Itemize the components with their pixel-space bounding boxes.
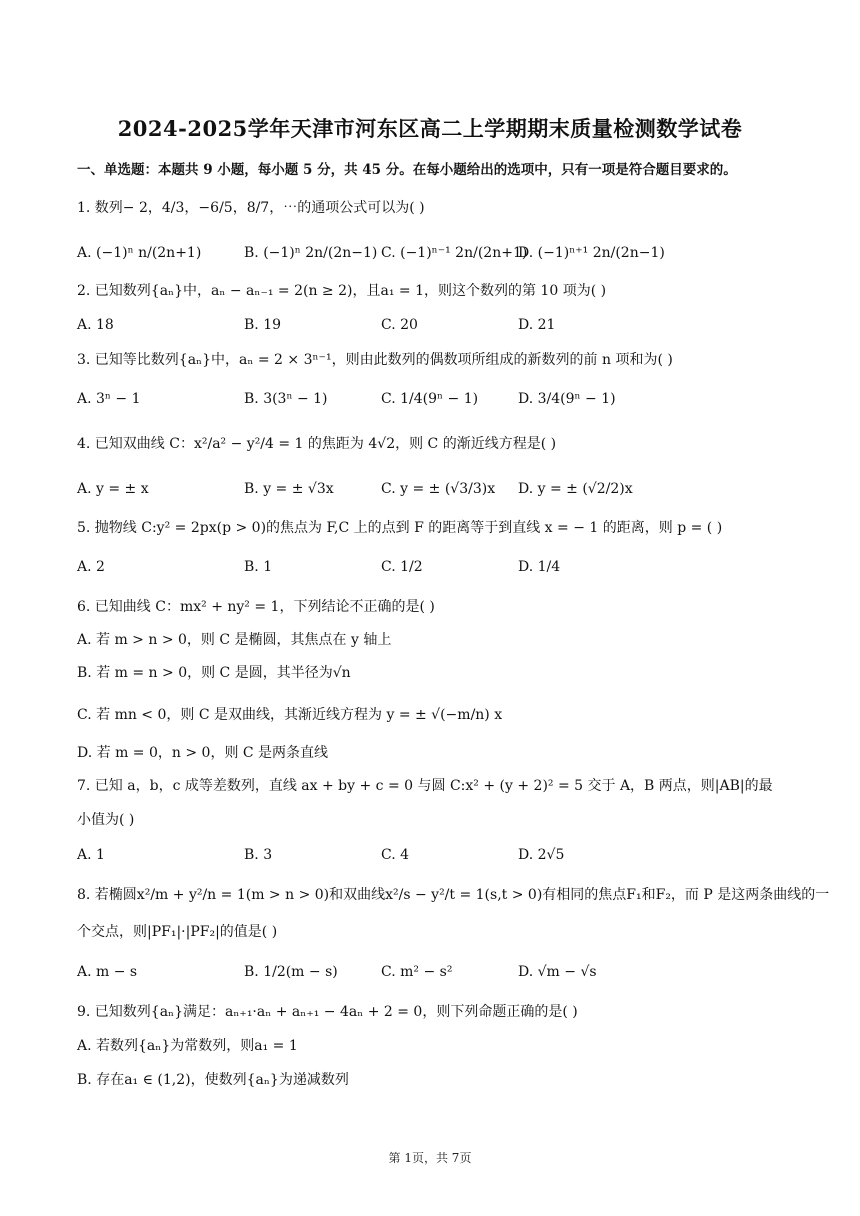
q5-option-a: A. 2 (77, 559, 105, 575)
question-2-stem: 2. 已知数列{aₙ}中，aₙ − aₙ₋₁ = 2(n ≥ 2)，且a₁ = 1，则这个数列的第 10 项为( ) (77, 283, 607, 299)
q6-option-d: D. 若 m = 0，n > 0，则 C 是两条直线 (77, 745, 329, 761)
q7-option-c: C. 4 (381, 847, 410, 863)
question-8-stem: 8. 若椭圆x²/m + y²/n = 1(m > n > 0)和双曲线x²/s − y²/t = 1(s,t > 0)有相同的焦点F₁和F₂，而 P 是这两条曲线的一 (77, 887, 830, 903)
q4-option-a: A. y = ± x (77, 481, 149, 497)
q7-option-b: B. 3 (244, 847, 273, 863)
q2-option-d: D. 21 (518, 317, 556, 333)
q5-option-b: B. 1 (244, 559, 273, 575)
q6-option-a: A. 若 m > n > 0，则 C 是椭圆，其焦点在 y 轴上 (77, 632, 392, 648)
q3-option-b: B. 3(3ⁿ − 1) (244, 391, 328, 407)
question-7-stem-cont: 小值为( ) (77, 812, 135, 828)
q7-option-d: D. 2√5 (518, 847, 565, 863)
q8-option-b: B. 1/2(m − s) (244, 964, 338, 980)
q3-option-d: D. 3/4(9ⁿ − 1) (518, 391, 616, 407)
question-7-stem: 7. 已知 a，b，c 成等差数列，直线 ax + by + c = 0 与圆 C:x² + (y + 2)² = 5 交于 A，B 两点，则|AB|的最 (77, 778, 773, 794)
q4-option-b: B. y = ± √3x (244, 481, 334, 497)
q2-option-b: B. 19 (244, 317, 282, 333)
q6-option-b: B. 若 m = n > 0，则 C 是圆，其半径为√n (77, 665, 351, 681)
question-1-stem: 1. 数列− 2，4/3，−6/5，8/7，⋯的通项公式可以为( ) (77, 200, 425, 216)
q3-option-c: C. 1/4(9ⁿ − 1) (381, 391, 479, 407)
q9-option-a: A. 若数列{aₙ}为常数列，则a₁ = 1 (77, 1038, 298, 1054)
q6-option-c: C. 若 mn < 0，则 C 是双曲线，其渐近线方程为 y = ± √(−m/n) x (77, 707, 503, 723)
q4-option-c: C. y = ± (√3/3)x (381, 481, 496, 497)
page-title: 2024-2025学年天津市河东区高二上学期期末质量检测数学试卷 (117, 116, 743, 141)
question-6-stem: 6. 已知曲线 C：mx² + ny² = 1，下列结论不正确的是( ) (77, 599, 435, 615)
q4-option-d: D. y = ± (√2/2)x (518, 481, 633, 497)
q5-option-d: D. 1/4 (518, 559, 561, 575)
section-heading: 一、单选题：本题共 9 小题，每小题 5 分，共 45 分。在每小题给出的选项中，只有一项是符合题目要求的。 (77, 162, 737, 178)
page-footer: 第 1页，共 7页 (388, 1151, 472, 1165)
question-8-stem-cont: 个交点，则|PF₁|·|PF₂|的值是( ) (77, 924, 278, 940)
q2-option-a: A. 18 (77, 317, 114, 333)
question-4-stem: 4. 已知双曲线 C：x²/a² − y²/4 = 1 的焦距为 4√2，则 C 的渐近线方程是( ) (77, 436, 557, 452)
question-9-stem: 9. 已知数列{aₙ}满足：aₙ₊₁·aₙ + aₙ₊₁ − 4aₙ + 2 = 0，则下列命题正确的是( ) (77, 1004, 578, 1020)
question-5-stem: 5. 抛物线 C:y² = 2px(p > 0)的焦点为 F,C 上的点到 F 的距离等于到直线 x = − 1 的距离，则 p = ( ) (77, 520, 723, 536)
q1-option-c: C. (−1)ⁿ⁻¹ 2n/(2n+1) (381, 245, 528, 261)
q1-option-b: B. (−1)ⁿ 2n/(2n−1) (244, 245, 378, 261)
q1-option-d: D. (−1)ⁿ⁺¹ 2n/(2n−1) (518, 245, 665, 261)
q8-option-d: D. √m − √s (518, 964, 597, 980)
q9-option-b: B. 存在a₁ ∈ (1,2)，使数列{aₙ}为递减数列 (77, 1072, 349, 1088)
q1-option-a: A. (−1)ⁿ n/(2n+1) (77, 245, 202, 261)
question-3-stem: 3. 已知等比数列{aₙ}中，aₙ = 2 × 3ⁿ⁻¹，则由此数列的偶数项所组成的新数列的前 n 项和为( ) (77, 352, 673, 368)
q2-option-c: C. 20 (381, 317, 418, 333)
q7-option-a: A. 1 (77, 847, 105, 863)
q8-option-a: A. m − s (77, 964, 138, 980)
q5-option-c: C. 1/2 (381, 559, 423, 575)
q3-option-a: A. 3ⁿ − 1 (77, 391, 141, 407)
q8-option-c: C. m² − s² (381, 964, 453, 980)
